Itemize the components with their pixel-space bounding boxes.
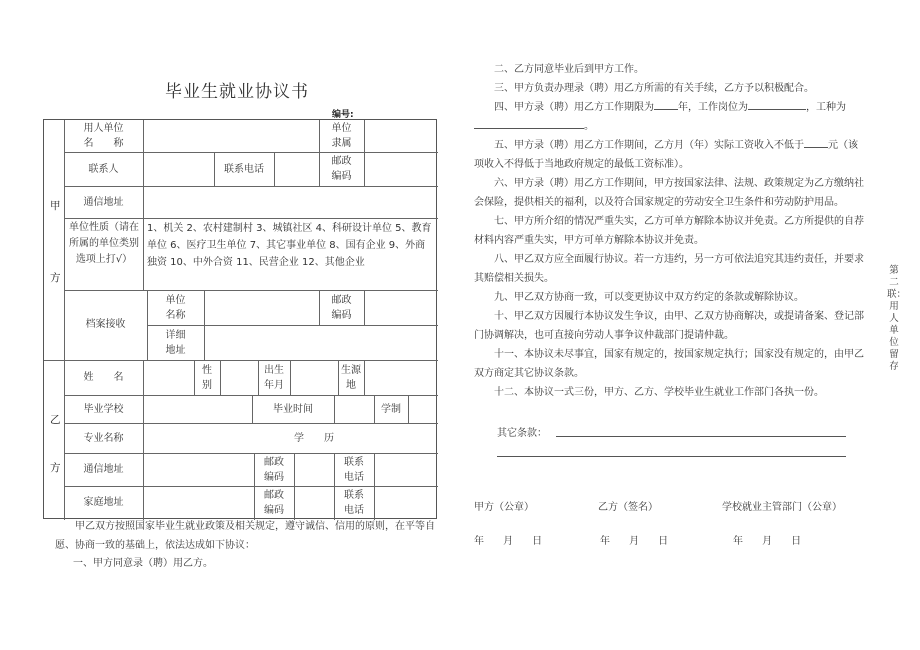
clauses-block xyxy=(474,60,864,402)
job-type-blank[interactable] xyxy=(474,117,584,129)
salary-blank[interactable] xyxy=(804,136,828,148)
duration-field[interactable] xyxy=(408,395,438,423)
gender-field[interactable] xyxy=(220,360,258,395)
copy-note-vertical: 第二联：用人单位留存 xyxy=(887,265,907,372)
other-terms-line-1[interactable] xyxy=(556,436,846,437)
school-field[interactable] xyxy=(143,395,252,423)
contact-person-label: 联系人 xyxy=(88,164,119,175)
degree-label: 学 历 xyxy=(294,433,334,444)
address-label: 通信地址 xyxy=(83,197,124,208)
party-a-label-2: 方 xyxy=(50,272,61,284)
unit-type-options[interactable]: 1、机关 2、农村建制村 3、城镇社区 4、科研设计单位 5、教育单位 6、医疗卫生单位 7、其它事业单位 8、国有企业 9、外商独资 10、中外合资 11、民营企业 12、其他企业 xyxy=(147,223,432,268)
clause-3: 三、甲方负责办理录（聘）用乙方所需的有关手续，乙方予以积极配合。 xyxy=(494,83,814,94)
party-a-label: 甲 xyxy=(50,200,61,212)
employer-name-field[interactable] xyxy=(143,120,319,152)
archive-unit-field[interactable] xyxy=(204,290,319,325)
affiliation-field[interactable] xyxy=(364,120,438,152)
archive-postcode-label: 邮政 编码 xyxy=(331,295,352,321)
clause-4: 四、甲方录（聘）用乙方工作期限为 年，工作岗位为 ，工种为。 xyxy=(474,98,864,136)
home-address-field[interactable] xyxy=(143,486,254,520)
contact-phone-label: 联系电话 xyxy=(224,164,264,175)
home-phone-label: 联系 电话 xyxy=(344,490,364,516)
postcode-field[interactable] xyxy=(364,152,438,186)
archive-address-label: 详细 地址 xyxy=(165,330,186,356)
other-terms-label: 其它条款： xyxy=(497,428,547,439)
grad-time-label: 毕业时间 xyxy=(273,404,313,415)
gender-label: 性 别 xyxy=(202,365,212,391)
archive-label: 档案接收 xyxy=(85,319,126,330)
clause-7: 七、甲方所介绍的情况严重失实，乙方可单方解除本协议并免责。乙方所提供的自荐材料内容严重失实，甲方可单方解除本协议并免责。 xyxy=(474,216,864,246)
clause-11: 十一、本协议未尽事宜，国家有规定的，按国家规定执行；国家没有规定的，由甲乙双方商定其它协议条款。 xyxy=(474,349,864,379)
clause-9: 九、甲乙双方协商一致，可以变更协议中双方约定的条款或解除协议。 xyxy=(494,292,804,303)
unit-type-label: 单位性质（请在所属的单位类别选项上打√） xyxy=(69,222,139,265)
party-b-date: 年 月 日 xyxy=(600,536,669,547)
clause-10: 十、甲乙双方因履行本协议发生争议，由甲、乙双方协商解决，或提请备案、登记部门协调解决，也可直接向劳动人事争议仲裁部门提请仲裁。 xyxy=(474,311,864,341)
agreement-intro: 甲乙双方按照国家毕业生就业政策及相关规定，遵守诚信、信用的原则，在平等自愿、协商一致的基础上，依法达成如下协议： xyxy=(55,521,435,551)
party-b-signature: 乙方（签名） xyxy=(598,502,658,513)
party-a-seal: 甲方（公章） xyxy=(474,502,534,513)
grad-time-field[interactable] xyxy=(334,395,374,423)
contact-phone-field[interactable] xyxy=(274,152,319,186)
affiliation-label: 单位 隶属 xyxy=(331,123,352,149)
clause-12: 十二、本协议一式三份，甲方、乙方、学校毕业生就业工作部门各执一份。 xyxy=(494,387,824,398)
home-phone-field[interactable] xyxy=(374,486,438,520)
archive-unit-label: 单位 名称 xyxy=(165,295,186,321)
clause-5: 五、甲方录（聘）用乙方工作期间，乙方月（年）实际工资收入不低于 元（该项收入不得低于当地政府规定的最低工资标准）。 xyxy=(474,136,864,174)
major-field[interactable] xyxy=(143,423,263,453)
other-terms-line-2[interactable] xyxy=(497,456,846,457)
clause-8: 八、甲乙双方应全面履行协议。若一方违约，另一方可依法追究其违约责任，并要求其赔偿相关损失。 xyxy=(474,254,864,284)
birth-label: 出生 年月 xyxy=(264,365,284,391)
school-date: 年 月 日 xyxy=(733,536,802,547)
archive-postcode-field[interactable] xyxy=(364,290,438,325)
student-phone-label: 联系 电话 xyxy=(344,457,364,483)
student-postcode-label: 邮政 编码 xyxy=(264,457,284,483)
student-name-field[interactable] xyxy=(143,360,194,395)
degree-field[interactable] xyxy=(364,423,438,453)
party-b-label: 乙 xyxy=(50,414,61,426)
clause-1: 一、甲方同意录（聘）用乙方。 xyxy=(73,558,213,569)
postcode-label: 邮政 编码 xyxy=(331,156,352,182)
duration-label: 学制 xyxy=(381,404,401,415)
origin-field[interactable] xyxy=(364,360,438,395)
major-label: 专业名称 xyxy=(83,433,124,444)
archive-address-field[interactable] xyxy=(204,325,438,360)
agreement-form-table xyxy=(43,119,437,519)
address-field[interactable] xyxy=(143,186,438,218)
party-a-date: 年 月 日 xyxy=(474,536,543,547)
student-address-label: 通信地址 xyxy=(83,464,124,475)
document-title: 毕业生就业协议书 xyxy=(165,82,309,102)
home-postcode-label: 邮政 编码 xyxy=(264,490,284,516)
employer-name-label: 用人单位 名 称 xyxy=(83,123,124,149)
birth-field[interactable] xyxy=(290,360,338,395)
position-blank[interactable] xyxy=(748,98,806,110)
school-seal: 学校就业主管部门（公章） xyxy=(722,502,842,513)
home-postcode-field[interactable] xyxy=(294,486,334,520)
term-years-blank[interactable] xyxy=(654,98,678,110)
party-b-label-2: 方 xyxy=(50,462,61,474)
clause-6: 六、甲方录（聘）用乙方工作期间，甲方按国家法律、法规、政策规定为乙方缴纳社会保险，提供相关的福利，以及符合国家规定的劳动安全卫生条件和劳动防护用品。 xyxy=(474,178,864,208)
origin-label: 生源 地 xyxy=(341,365,361,391)
clause-2: 二、乙方同意毕业后到甲方工作。 xyxy=(494,64,644,75)
contact-person-field[interactable] xyxy=(143,152,214,186)
home-address-label: 家庭地址 xyxy=(83,497,124,508)
student-postcode-field[interactable] xyxy=(294,453,334,486)
student-address-field[interactable] xyxy=(143,453,254,486)
school-label: 毕业学校 xyxy=(83,404,124,415)
student-phone-field[interactable] xyxy=(374,453,438,486)
number-label: 编号: xyxy=(332,110,354,120)
student-name-label: 姓 名 xyxy=(83,372,124,383)
